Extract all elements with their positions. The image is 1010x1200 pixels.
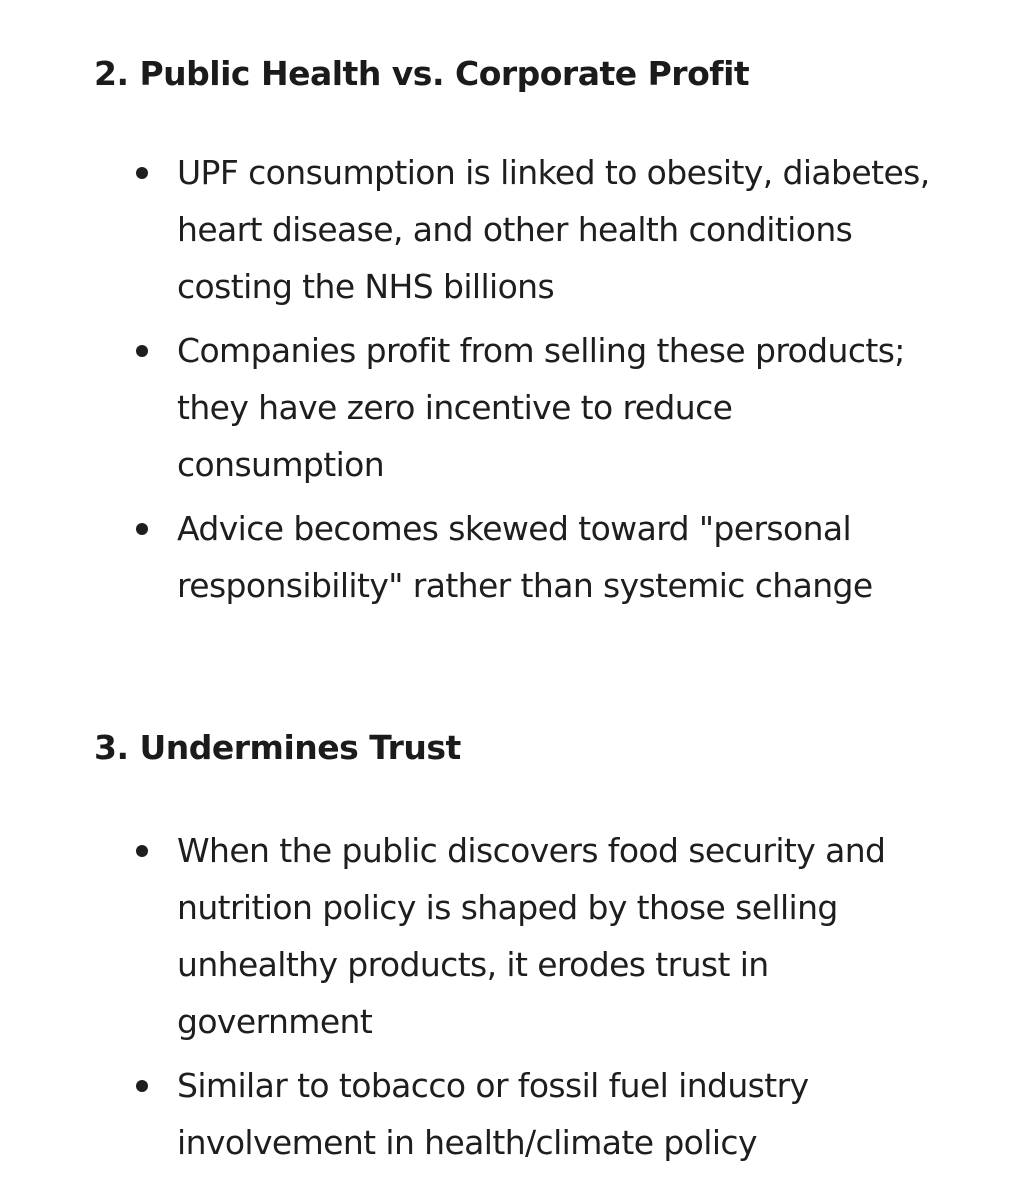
section-heading: 2. Public Health vs. Corporate Profit: [94, 54, 750, 93]
bullet-text: Advice becomes skewed toward "personal responsibility" rather than systemic change: [177, 509, 873, 605]
bullet-dot-icon: [136, 845, 148, 857]
bullet-item: [0, 1057, 937, 1171]
bullet-list: [0, 822, 1010, 1171]
bullet-item: [0, 822, 937, 1050]
bullet-dot-icon: [136, 167, 148, 179]
section-public-health: [0, 48, 1010, 621]
bullet-list: [0, 144, 1010, 614]
bullet-text: UPF consumption is linked to obesity, diabetes, heart disease, and other health conditions costing the NHS billions: [177, 153, 930, 306]
bullet-dot-icon: [136, 345, 148, 357]
section-undermines-trust: [0, 722, 1010, 1178]
bullet-item: [0, 322, 937, 493]
bullet-text: Similar to tobacco or fossil fuel industry involvement in health/climate policy: [177, 1066, 809, 1162]
bullet-dot-icon: [136, 1080, 148, 1092]
bullet-item: [0, 144, 937, 315]
bullet-text: When the public discovers food security and nutrition policy is shaped by those selling unhealthy products, it erodes trust in government: [177, 831, 886, 1041]
section-heading: 3. Undermines Trust: [94, 728, 461, 767]
bullet-dot-icon: [136, 523, 148, 535]
bullet-text: Companies profit from selling these products; they have zero incentive to reduce consumption: [177, 331, 905, 484]
bullet-item: [0, 500, 937, 614]
